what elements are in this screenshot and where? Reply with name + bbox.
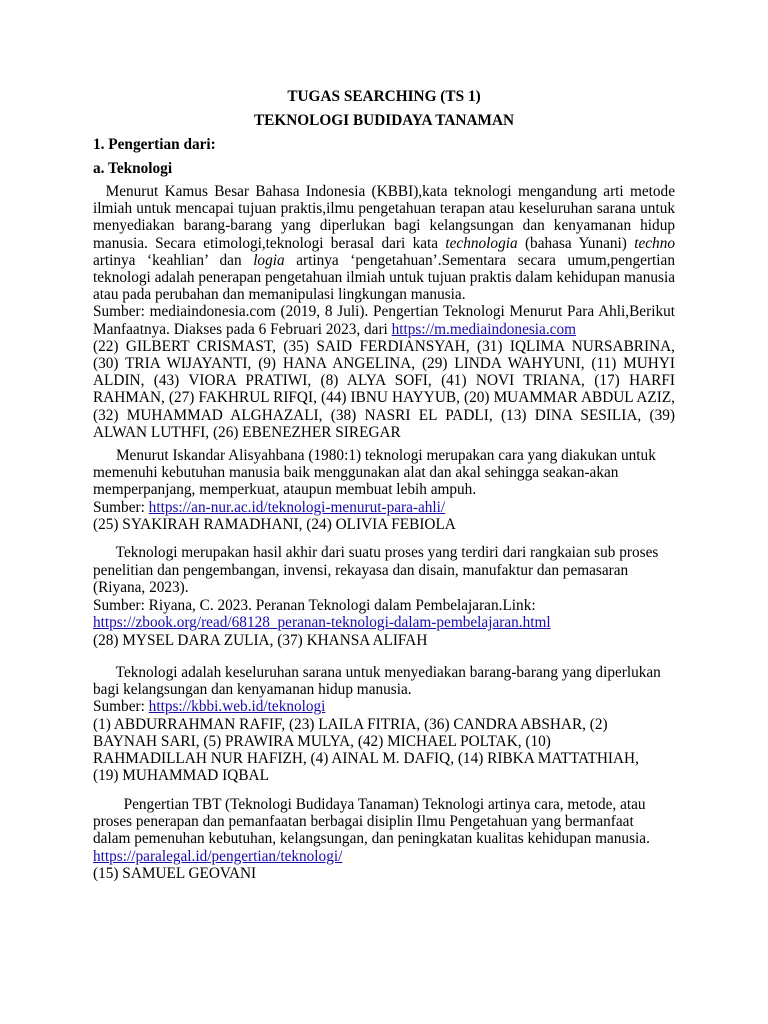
source-citation: Sumber: mediaindonesia.com (2019, 8 Juli). Pengertian Teknologi Menurut Para Ahli,Berikut Manfaatnya. Diakses pada 6 Februari 2023, dari <box>93 303 679 338</box>
source-link[interactable]: https://zbook.org/read/68128_peranan-teknologi-dalam-pembelajaran.html <box>93 614 551 632</box>
paragraph-text: Menurut Kamus Besar Bahasa Indonesia (KBBI),kata teknologi mengandung arti metode ilmiah untuk mencapai tujuan praktis,ilmu pengetahuan terapan atau keseluruhan sarana untuk menyediakan barang-barang yang diperlukan bagi kelangsungan dan kenyamanan hidup manusia. Secara etimologi,teknologi berasal dari kata <box>93 183 679 252</box>
paragraph-line: Teknologi adalah keseluruhan sarana untuk menyediakan barang-barang yang diperlukan <box>93 664 661 681</box>
paragraph-tbt <box>93 796 675 882</box>
paragraph-line: bagi kelangsungan dan kenyamanan hidup manusia. <box>93 681 412 699</box>
source-link[interactable]: https://paralegal.id/pengertian/teknologi/ <box>93 847 343 865</box>
document-title: TUGAS SEARCHING (TS 1) <box>287 88 481 105</box>
paragraph-line: Pengertian TBT (Teknologi Budidaya Tanaman) Teknologi artinya cara, metode, atau <box>93 796 646 813</box>
student-names: (15) SAMUEL GEOVANI <box>93 864 257 882</box>
paragraph-line: proses penerapan dan pemanfaatan berbagai disiplin Ilmu Pengetahuan yang bermanfaat <box>93 813 634 831</box>
student-names: BAYNAH SARI, (5) PRAWIRA MULYA, (42) MICHAEL POLTAK, (10) <box>93 732 551 750</box>
italic-term: techno <box>634 234 675 252</box>
source-link[interactable]: https://m.mediaindonesia.com <box>391 320 577 338</box>
paragraph-line: Teknologi merupakan hasil akhir dari suatu proses yang terdiri dari rangkaian sub proses <box>93 544 659 561</box>
source-label: Sumber: <box>93 698 149 716</box>
paragraph-kbbi-web <box>93 664 675 784</box>
student-names: (28) MYSEL DARA ZULIA, (37) KHANSA ALIFAH <box>93 631 428 649</box>
paragraph-line: dalam pemenuhan kebutuhan, kelangsungan, dan peningkatan kualitas kehidupan manusia. <box>93 830 650 848</box>
paragraph-line: (Riyana, 2023). <box>93 579 189 597</box>
student-names: (22) GILBERT CRISMAST, (35) SAID FERDIANSYAH, (31) IQLIMA NURSABRINA, (30) TRIA WIJAYANTI, (9) HANA ANGELINA, (29) LINDA WAHYUNI, (11) MUHYI ALDIN, (43) VIORA PRATIWI, (8) ALYA SOFI, (41) NOVI TRIANA, (17) HARFI RAHMAN, (27) FAKHRUL RIFQI, (44) IBNU HAYYUB, (20) MUAMMAR ABDUL AZIZ, (32) MUHAMMAD ALGHAZALI, (38) NASRI EL PADLI, (13) DINA SESILIA, (39) ALWAN LUTHFI, (26) EBENEZHER SIREGAR <box>93 337 679 441</box>
source-link[interactable]: https://an-nur.ac.id/teknologi-menurut-para-ahli/ <box>148 498 446 516</box>
paragraph-text: artinya ‘keahlian’ dan <box>93 234 679 269</box>
paragraph-text: (bahasa Yunani) <box>517 234 635 252</box>
subsection-heading: a. Teknologi <box>93 160 173 177</box>
source-link[interactable]: https://kbbi.web.id/teknologi <box>148 698 326 716</box>
paragraph-line: Menurut Iskandar Alisyahbana (1980:1) teknologi merupakan cara yang diakukan untuk <box>93 447 656 464</box>
student-names: (25) SYAKIRAH RAMADHANI, (24) OLIVIA FEBIOLA <box>93 515 456 533</box>
paragraph-riyana <box>93 544 675 650</box>
paragraph-text: artinya ‘pengetahuan’.Sementara secara umum,pengertian teknologi adalah penerapan pengetahuan ilmiah untuk tujuan praktis dalam kehidupan manusia atau pada perubahan dan memanipulasi lingkungan manusia. <box>93 251 679 304</box>
paragraph-line: memperpanjang, memperkuat, ataupun membuat lebih ampuh. <box>93 481 477 499</box>
paragraph-line: memenuhi kebutuhan manusia baik menggunakan alat dan akal sehingga seakan-akan <box>93 464 619 482</box>
student-names: (1) ABDURRAHMAN RAFIF, (23) LAILA FITRIA, (36) CANDRA ABSHAR, (2) <box>93 715 608 733</box>
paragraph-alisyahbana <box>93 447 675 533</box>
italic-term: technologia <box>445 234 518 252</box>
italic-term: logia <box>253 251 285 269</box>
section-heading: 1. Pengertian dari: <box>93 136 216 153</box>
student-names: RAHMADILLAH NUR HAFIZH, (4) AINAL M. DAFIQ, (14) RIBKA MATTATHIAH, <box>93 750 639 768</box>
document-subtitle: TEKNOLOGI BUDIDAYA TANAMAN <box>253 112 515 129</box>
paragraph-kbbi <box>93 183 679 441</box>
source-citation: Sumber: Riyana, C. 2023. Peranan Teknologi dalam Pembelajaran.Link: <box>93 596 536 614</box>
source-label: Sumber: <box>93 498 149 516</box>
paragraph-line: penelitian dan pengembangan, invensi, rekayasa dan disain, manufaktur dan pemasaran <box>93 561 629 579</box>
student-names: (19) MUHAMMAD IQBAL <box>93 767 269 785</box>
